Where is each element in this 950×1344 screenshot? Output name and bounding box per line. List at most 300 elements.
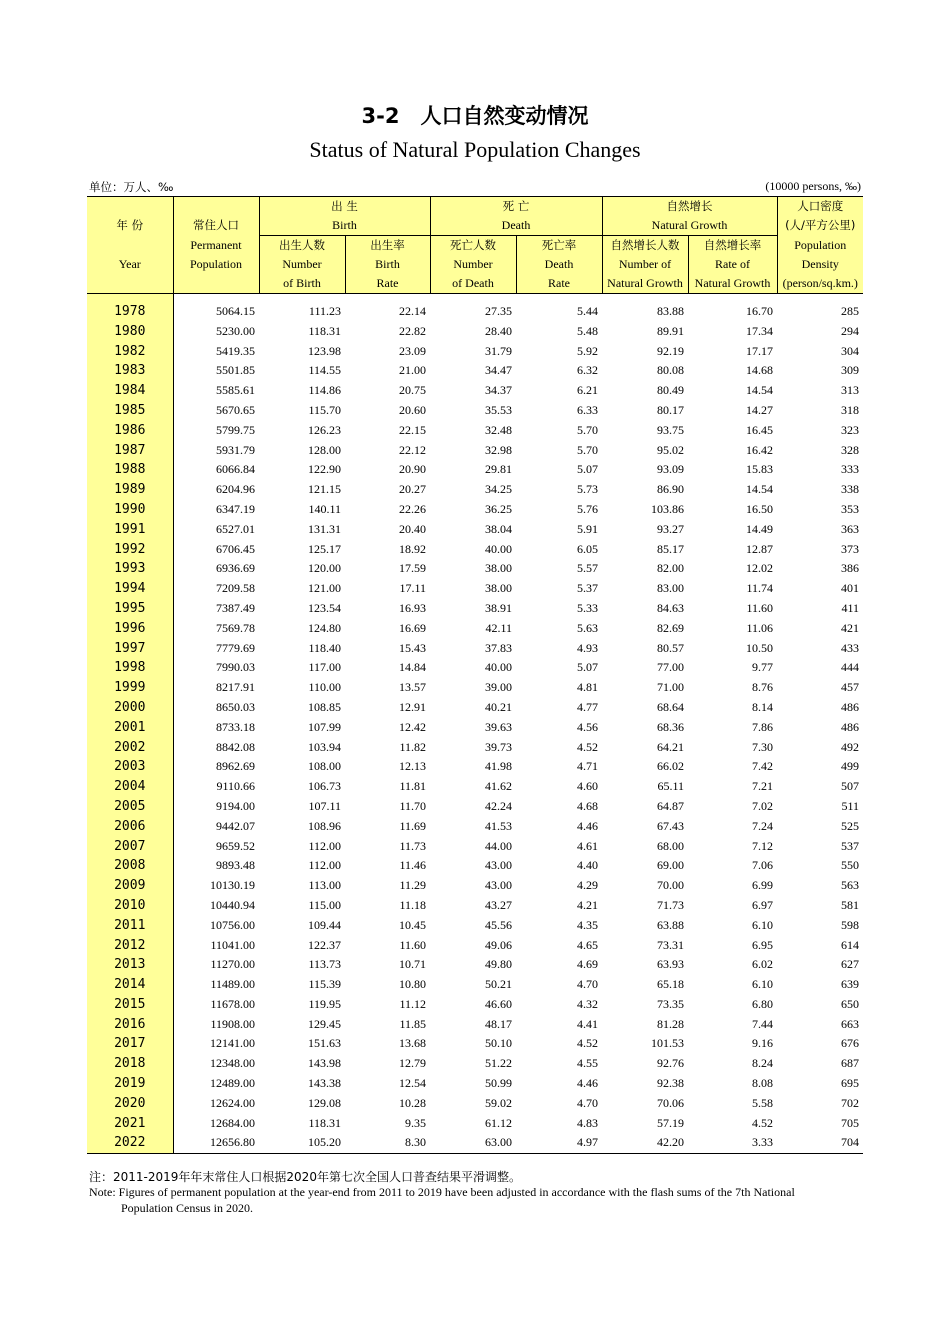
cell-birth-number: 108.00 — [308, 759, 341, 774]
table-row — [87, 1074, 863, 1094]
header-density-en2: Density — [777, 255, 863, 274]
header-density-cn2: (人/平方公里) — [777, 216, 863, 236]
table-row — [87, 441, 863, 461]
cell-year: 2001 — [87, 718, 173, 738]
cell-growth-rate: 8.76 — [752, 680, 773, 695]
cell-birth-number: 106.73 — [308, 779, 341, 794]
cell-year: 2019 — [87, 1074, 173, 1094]
cell-population: 6347.19 — [173, 500, 259, 520]
cell-year: 1997 — [87, 639, 173, 659]
cell-birth-rate: 11.60 — [399, 937, 426, 952]
header-growth-rate-en: Rate of — [688, 255, 777, 274]
cell-death-number: 31.79 — [485, 343, 512, 358]
header-growth-num-cn: 自然增长人数 — [602, 236, 688, 256]
cell-death-rate: 4.70 — [577, 1095, 598, 1110]
cell-death-number: 44.00 — [485, 838, 512, 853]
cell-birth-rate: 20.40 — [399, 521, 426, 536]
cell-death-rate: 4.35 — [577, 917, 598, 932]
cell-density: 338 — [841, 482, 859, 497]
cell-density: 650 — [841, 996, 859, 1011]
cell-density: 294 — [841, 323, 859, 338]
cell-growth-number: 68.64 — [657, 699, 684, 714]
cell-year: 1996 — [87, 619, 173, 639]
cell-death-number: 34.47 — [485, 363, 512, 378]
cell-year: 1978 — [87, 302, 173, 322]
cell-birth-number: 123.98 — [308, 343, 341, 358]
cell-birth-rate: 11.69 — [399, 818, 426, 833]
cell-death-number: 42.11 — [485, 620, 512, 635]
table-row — [87, 599, 863, 619]
cell-birth-rate: 16.69 — [399, 620, 426, 635]
cell-density: 687 — [841, 1056, 859, 1071]
cell-population: 6527.01 — [173, 520, 259, 540]
cell-birth-rate: 20.27 — [399, 482, 426, 497]
cell-population: 8217.91 — [173, 678, 259, 698]
cell-birth-number: 125.17 — [308, 541, 341, 556]
header-birth-cn: 出 生 — [259, 197, 430, 217]
cell-birth-number: 118.31 — [308, 1115, 341, 1130]
cell-population: 5585.61 — [173, 381, 259, 401]
table-row — [87, 995, 863, 1015]
cell-birth-rate: 13.68 — [399, 1036, 426, 1051]
cell-death-number: 40.00 — [485, 660, 512, 675]
table-row — [87, 342, 863, 362]
cell-death-rate: 5.76 — [577, 501, 598, 516]
cell-growth-rate: 7.06 — [752, 858, 773, 873]
cell-death-rate: 5.70 — [577, 422, 598, 437]
cell-density: 328 — [841, 442, 859, 457]
cell-year: 2004 — [87, 777, 173, 797]
cell-growth-number: 93.75 — [657, 422, 684, 437]
cell-birth-number: 108.96 — [308, 818, 341, 833]
note-english-line2: Population Census in 2020. — [121, 1201, 254, 1215]
cell-density: 598 — [841, 917, 859, 932]
cell-density: 386 — [841, 561, 859, 576]
cell-birth-rate: 11.12 — [399, 996, 426, 1011]
cell-growth-rate: 6.97 — [752, 897, 773, 912]
cell-growth-rate: 6.02 — [752, 957, 773, 972]
cell-year: 1993 — [87, 559, 173, 579]
cell-growth-number: 82.69 — [657, 620, 684, 635]
cell-growth-number: 80.17 — [657, 402, 684, 417]
header-growth-en: Natural Growth — [602, 216, 777, 236]
header-death-cn: 死 亡 — [430, 197, 602, 217]
cell-death-rate: 4.70 — [577, 977, 598, 992]
cell-density: 363 — [841, 521, 859, 536]
cell-birth-rate: 13.57 — [399, 680, 426, 695]
cell-death-number: 40.00 — [485, 541, 512, 556]
cell-growth-rate: 7.44 — [752, 1016, 773, 1031]
cell-growth-rate: 16.70 — [746, 304, 773, 318]
cell-death-number: 43.00 — [485, 858, 512, 873]
cell-birth-number: 126.23 — [308, 422, 341, 437]
cell-growth-rate: 16.50 — [746, 501, 773, 516]
cell-density: 433 — [841, 640, 859, 655]
table-row — [87, 1015, 863, 1035]
cell-population: 8842.08 — [173, 738, 259, 758]
cell-growth-rate: 7.02 — [752, 798, 773, 813]
cell-population: 12684.00 — [173, 1114, 259, 1134]
cell-death-number: 38.00 — [485, 561, 512, 576]
cell-birth-rate: 22.15 — [399, 422, 426, 437]
cell-growth-number: 84.63 — [657, 600, 684, 615]
cell-death-number: 32.98 — [485, 442, 512, 457]
cell-birth-rate: 22.14 — [399, 304, 426, 318]
cell-birth-rate: 11.18 — [399, 897, 426, 912]
cell-growth-number: 93.27 — [657, 521, 684, 536]
cell-growth-rate: 11.06 — [746, 620, 773, 635]
cell-year: 2009 — [87, 876, 173, 896]
cell-year: 2000 — [87, 698, 173, 718]
cell-death-rate: 6.33 — [577, 402, 598, 417]
cell-year: 2008 — [87, 856, 173, 876]
cell-death-rate: 5.63 — [577, 620, 598, 635]
cell-density: 499 — [841, 759, 859, 774]
cell-death-rate: 5.92 — [577, 343, 598, 358]
cell-death-number: 49.06 — [485, 937, 512, 952]
header-death-rate-en: Death — [516, 255, 602, 274]
cell-death-rate: 5.91 — [577, 521, 598, 536]
cell-birth-number: 124.80 — [308, 620, 341, 635]
cell-birth-rate: 10.45 — [399, 917, 426, 932]
header-birth-num-en: Number — [259, 255, 345, 274]
cell-population: 7990.03 — [173, 658, 259, 678]
cell-population: 8650.03 — [173, 698, 259, 718]
cell-death-rate: 5.70 — [577, 442, 598, 457]
cell-density: 457 — [841, 680, 859, 695]
table-row — [87, 896, 863, 916]
cell-birth-number: 114.55 — [308, 363, 341, 378]
cell-growth-rate: 14.68 — [746, 363, 773, 378]
cell-population: 8733.18 — [173, 718, 259, 738]
cell-growth-rate: 17.17 — [746, 343, 773, 358]
cell-year: 2003 — [87, 757, 173, 777]
header-birth-rate-en2: Rate — [345, 274, 430, 294]
cell-density: 663 — [841, 1016, 859, 1031]
cell-population: 5931.79 — [173, 441, 259, 461]
cell-birth-rate: 22.82 — [399, 323, 426, 338]
table-row — [87, 639, 863, 659]
cell-density: 318 — [841, 402, 859, 417]
cell-birth-number: 113.00 — [308, 878, 341, 893]
header-death-rate-cn: 死亡率 — [516, 236, 602, 256]
cell-growth-rate: 14.49 — [746, 521, 773, 536]
cell-death-rate: 5.44 — [577, 304, 598, 318]
cell-birth-number: 112.00 — [308, 858, 341, 873]
cell-birth-number: 117.00 — [308, 660, 341, 675]
table-row — [87, 1094, 863, 1114]
cell-birth-rate: 23.09 — [399, 343, 426, 358]
table-row — [87, 777, 863, 797]
cell-population: 10440.94 — [173, 896, 259, 916]
cell-death-rate: 4.52 — [577, 1036, 598, 1051]
cell-death-number: 34.25 — [485, 482, 512, 497]
table-row — [87, 797, 863, 817]
header-birth-en: Birth — [259, 216, 430, 236]
cell-population: 6066.84 — [173, 460, 259, 480]
header-death-num-en: Number — [430, 255, 516, 274]
cell-growth-rate: 11.60 — [746, 600, 773, 615]
cell-growth-number: 80.49 — [657, 383, 684, 398]
cell-birth-number: 109.44 — [308, 917, 341, 932]
cell-death-number: 38.00 — [485, 581, 512, 596]
cell-population: 5419.35 — [173, 342, 259, 362]
cell-growth-number: 92.19 — [657, 343, 684, 358]
table-row — [87, 619, 863, 639]
cell-death-rate: 4.81 — [577, 680, 598, 695]
cell-birth-number: 107.11 — [308, 798, 341, 813]
cell-growth-number: 69.00 — [657, 858, 684, 873]
cell-year: 1994 — [87, 579, 173, 599]
cell-growth-rate: 5.58 — [752, 1095, 773, 1110]
cell-growth-rate: 6.80 — [752, 996, 773, 1011]
cell-year: 1982 — [87, 342, 173, 362]
note-english-line1: Note: Figures of permanent population at the year-end from 2011 to 2019 have been adjusted in accordance with the flash sums of the 7th National — [89, 1185, 795, 1199]
cell-density: 333 — [841, 462, 859, 477]
cell-death-number: 38.04 — [485, 521, 512, 536]
cell-birth-number: 112.00 — [308, 838, 341, 853]
cell-birth-number: 121.15 — [308, 482, 341, 497]
cell-death-rate: 5.48 — [577, 323, 598, 338]
cell-growth-number: 80.08 — [657, 363, 684, 378]
cell-population: 6204.96 — [173, 480, 259, 500]
cell-birth-rate: 15.43 — [399, 640, 426, 655]
header-pop-en2: Population — [173, 255, 259, 274]
cell-growth-rate: 9.16 — [752, 1036, 773, 1051]
table-row — [87, 698, 863, 718]
cell-death-rate: 5.33 — [577, 600, 598, 615]
cell-density: 313 — [841, 383, 859, 398]
cell-year: 2005 — [87, 797, 173, 817]
cell-density: 702 — [841, 1095, 859, 1110]
cell-birth-rate: 10.80 — [399, 977, 426, 992]
cell-death-rate: 4.69 — [577, 957, 598, 972]
cell-birth-rate: 20.75 — [399, 383, 426, 398]
cell-death-number: 35.53 — [485, 402, 512, 417]
table-row — [87, 322, 863, 342]
cell-growth-number: 83.00 — [657, 581, 684, 596]
cell-birth-rate: 17.11 — [399, 581, 426, 596]
cell-death-rate: 4.32 — [577, 996, 598, 1011]
cell-birth-number: 128.00 — [308, 442, 341, 457]
cell-growth-rate: 8.08 — [752, 1076, 773, 1091]
cell-death-number: 51.22 — [485, 1056, 512, 1071]
table-row — [87, 658, 863, 678]
cell-death-number: 39.00 — [485, 680, 512, 695]
cell-population: 6706.45 — [173, 540, 259, 560]
cell-population: 5670.65 — [173, 401, 259, 421]
cell-density: 639 — [841, 977, 859, 992]
header-birth-rate-cn: 出生率 — [345, 236, 430, 256]
cell-death-number: 37.83 — [485, 640, 512, 655]
cell-birth-number: 143.38 — [308, 1076, 341, 1091]
cell-growth-number: 103.86 — [651, 501, 684, 516]
cell-birth-rate: 12.54 — [399, 1076, 426, 1091]
cell-population: 12348.00 — [173, 1054, 259, 1074]
cell-year: 2021 — [87, 1114, 173, 1134]
cell-population: 9659.52 — [173, 837, 259, 857]
cell-density: 486 — [841, 719, 859, 734]
table-row — [87, 520, 863, 540]
table-row — [87, 678, 863, 698]
cell-growth-rate: 8.24 — [752, 1056, 773, 1071]
cell-birth-rate: 11.73 — [399, 838, 426, 853]
cell-birth-number: 122.37 — [308, 937, 341, 952]
cell-death-number: 45.56 — [485, 917, 512, 932]
cell-death-rate: 4.52 — [577, 739, 598, 754]
cell-growth-rate: 7.24 — [752, 818, 773, 833]
cell-birth-number: 114.86 — [308, 383, 341, 398]
cell-death-number: 41.98 — [485, 759, 512, 774]
cell-birth-number: 129.08 — [308, 1095, 341, 1110]
header-death-rate-en2: Rate — [516, 274, 602, 294]
cell-birth-number: 111.23 — [308, 304, 341, 318]
cell-birth-number: 103.94 — [308, 739, 341, 754]
cell-density: 373 — [841, 541, 859, 556]
cell-growth-number: 77.00 — [657, 660, 684, 675]
cell-birth-rate: 10.71 — [399, 957, 426, 972]
unit-label-english: (10000 persons, ‰) — [765, 179, 861, 193]
header-density-cn: 人口密度 — [777, 197, 863, 217]
header-year-en: Year — [87, 255, 173, 274]
header-birth-rate-en: Birth — [345, 255, 430, 274]
cell-death-number: 27.35 — [485, 304, 512, 318]
cell-density: 353 — [841, 501, 859, 516]
cell-growth-number: 68.00 — [657, 838, 684, 853]
cell-growth-rate: 8.14 — [752, 699, 773, 714]
unit-label-chinese: 单位：万人、‰ — [89, 180, 174, 194]
cell-year: 1988 — [87, 460, 173, 480]
cell-birth-rate: 18.92 — [399, 541, 426, 556]
cell-density: 444 — [841, 660, 859, 675]
cell-birth-rate: 11.85 — [399, 1016, 426, 1031]
cell-density: 421 — [841, 620, 859, 635]
page-title-english: Status of Natural Population Changes — [309, 137, 641, 162]
cell-growth-number: 70.06 — [657, 1095, 684, 1110]
cell-density: 705 — [841, 1115, 859, 1130]
cell-growth-number: 93.09 — [657, 462, 684, 477]
cell-year: 1999 — [87, 678, 173, 698]
cell-year: 2022 — [87, 1133, 173, 1153]
cell-death-number: 43.00 — [485, 878, 512, 893]
cell-year: 2017 — [87, 1034, 173, 1054]
table-row — [87, 837, 863, 857]
cell-birth-rate: 17.59 — [399, 561, 426, 576]
cell-death-rate: 4.55 — [577, 1056, 598, 1071]
table-row — [87, 500, 863, 520]
cell-birth-number: 105.20 — [259, 1133, 345, 1153]
cell-birth-number: 115.39 — [308, 977, 341, 992]
cell-population: 8962.69 — [173, 757, 259, 777]
cell-death-number: 41.53 — [485, 818, 512, 833]
cell-population: 9194.00 — [173, 797, 259, 817]
cell-death-number: 39.63 — [485, 719, 512, 734]
cell-growth-rate: 12.87 — [746, 541, 773, 556]
header-pop-en: Permanent — [173, 236, 259, 256]
table-row — [87, 381, 863, 401]
cell-birth-number: 151.63 — [308, 1036, 341, 1051]
cell-population: 6936.69 — [173, 559, 259, 579]
cell-death-number: 38.91 — [485, 600, 512, 615]
table-row — [87, 955, 863, 975]
cell-death-rate: 4.41 — [577, 1016, 598, 1031]
cell-growth-number: 68.36 — [657, 719, 684, 734]
cell-year: 1995 — [87, 599, 173, 619]
cell-death-number: 40.21 — [485, 699, 512, 714]
cell-population: 10130.19 — [173, 876, 259, 896]
cell-death-rate: 4.29 — [577, 878, 598, 893]
cell-year: 1985 — [87, 401, 173, 421]
cell-death-number: 41.62 — [485, 779, 512, 794]
cell-growth-rate: 15.83 — [746, 462, 773, 477]
note-chinese: 注：2011-2019年年末常住人口根据2020年第七次全国人口普查结果平滑调整。 — [89, 1170, 521, 1184]
cell-death-number: 43.27 — [485, 897, 512, 912]
cell-birth-rate: 12.42 — [399, 719, 426, 734]
cell-death-rate: 4.46 — [577, 1076, 598, 1091]
cell-birth-rate: 21.00 — [399, 363, 426, 378]
table-row — [87, 480, 863, 500]
cell-death-number: 50.10 — [485, 1036, 512, 1051]
cell-death-number: 46.60 — [485, 996, 512, 1011]
cell-death-number: 50.21 — [485, 977, 512, 992]
cell-death-number: 63.00 — [430, 1133, 516, 1153]
cell-growth-number: 64.21 — [657, 739, 684, 754]
cell-birth-rate: 11.81 — [399, 779, 426, 794]
cell-population: 9110.66 — [173, 777, 259, 797]
cell-death-number: 49.80 — [485, 957, 512, 972]
cell-density: 507 — [841, 779, 859, 794]
cell-density: 511 — [841, 798, 859, 813]
cell-growth-number: 67.43 — [657, 818, 684, 833]
cell-birth-rate: 12.13 — [399, 759, 426, 774]
cell-birth-rate: 9.35 — [405, 1115, 426, 1130]
cell-birth-number: 143.98 — [308, 1056, 341, 1071]
table-row — [87, 559, 863, 579]
table-row — [87, 936, 863, 956]
cell-growth-rate: 9.77 — [752, 660, 773, 675]
cell-growth-number: 95.02 — [657, 442, 684, 457]
cell-growth-number: 63.88 — [657, 917, 684, 932]
cell-population: 5799.75 — [173, 421, 259, 441]
cell-birth-number: 140.11 — [308, 501, 341, 516]
table-row — [87, 916, 863, 936]
cell-birth-rate: 11.29 — [399, 878, 426, 893]
cell-death-rate: 5.57 — [577, 561, 598, 576]
cell-growth-rate: 10.50 — [746, 640, 773, 655]
cell-growth-rate: 16.45 — [746, 422, 773, 437]
cell-growth-number: 80.57 — [657, 640, 684, 655]
cell-growth-number: 66.02 — [657, 759, 684, 774]
header-growth-rate-en2: Natural Growth — [688, 274, 777, 294]
cell-growth-rate: 6.95 — [752, 937, 773, 952]
cell-growth-number: 64.87 — [657, 798, 684, 813]
cell-growth-rate: 14.54 — [746, 482, 773, 497]
cell-birth-rate: 11.46 — [399, 858, 426, 873]
cell-growth-rate: 7.21 — [752, 779, 773, 794]
cell-birth-number: 120.00 — [308, 561, 341, 576]
cell-density: 411 — [841, 600, 859, 615]
cell-growth-rate: 7.12 — [752, 838, 773, 853]
table-row — [87, 302, 863, 322]
cell-death-rate: 4.83 — [577, 1115, 598, 1130]
cell-death-rate: 4.65 — [577, 937, 598, 952]
cell-growth-number: 92.38 — [657, 1076, 684, 1091]
cell-death-number: 39.73 — [485, 739, 512, 754]
cell-population: 7779.69 — [173, 639, 259, 659]
cell-birth-number: 118.31 — [308, 323, 341, 338]
cell-birth-rate: 22.12 — [399, 442, 426, 457]
cell-birth-number: 123.54 — [308, 600, 341, 615]
